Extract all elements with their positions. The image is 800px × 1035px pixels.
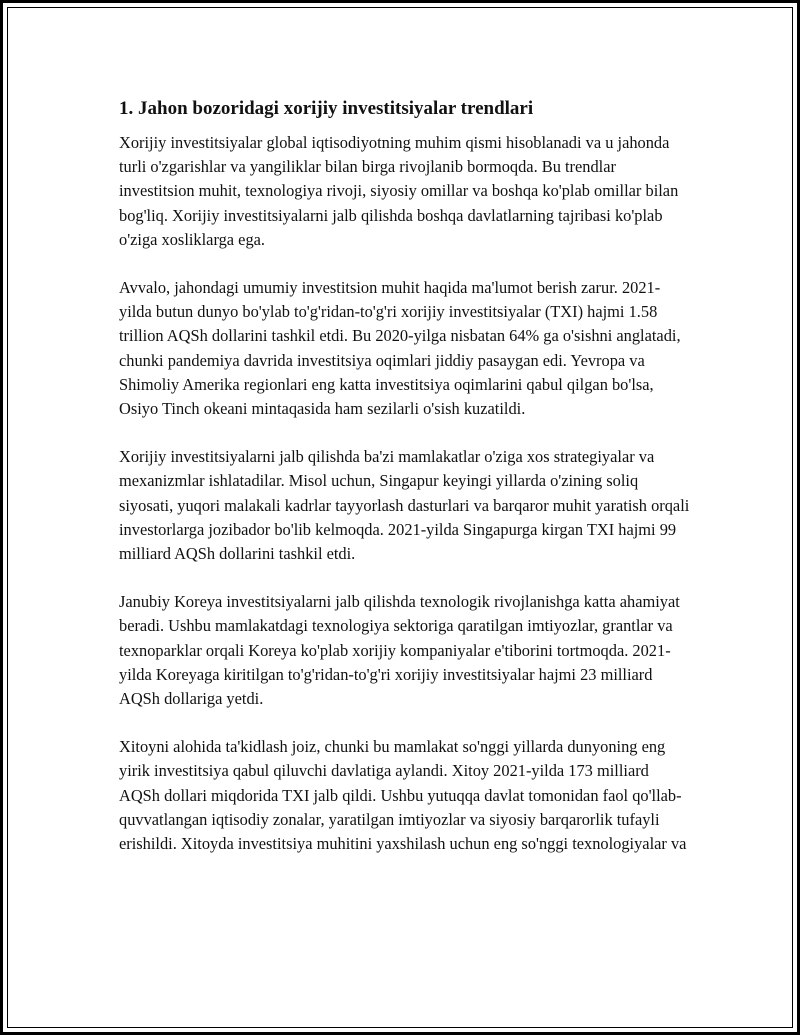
- paragraph-singapore: Xorijiy investitsiyalarni jalb qilishda ba'zi mamlakatlar o'ziga xos strategiyalar va mexanizmlar ishlatadilar. Misol uchun, Singapur keyingi yillarda o'zining soliq siyosati, yuqori malakali kadrlar tayyorlash dasturlari va barqaror muhit yaratish orqali investorlarga jozibador bo'lib kelmoqda. 2021-yilda Singapurga kirgan TXI hajmi 99 milliard AQSh dollarini tashkil etdi.: [119, 447, 690, 564]
- section-heading: 1. Jahon bozoridagi xorijiy investitsiyalar trendlari: [119, 98, 534, 119]
- paragraph-global-environment: Avvalo, jahondagi umumiy investitsion muhit haqida ma'lumot berish zarur. 2021-yilda butun dunyo bo'ylab to'g'ridan-to'g'ri xorijiy investitsiyalar (TXI) hajmi 1.58 trillion AQSh dollarini tashkil etdi. Bu 2020-yilga nisbatan 64% ga o'sishni anglatadi, chunki pandemiya davrida investitsiya oqimlari jiddiy pasaygan edi. Yevropa va Shimoliy Amerika regionlari eng katta investitsiya oqimlarini qabul qilgan bo'lsa, Osiyo Tinch okeani mintaqasida ham sezilarli o'sish kuzatildi.: [119, 278, 681, 419]
- paragraph-intro: Xorijiy investitsiyalar global iqtisodiyotning muhim qismi hisoblanadi va u jahonda turli o'zgarishlar va yangiliklar bilan birga rivojlanib bormoqda. Bu trendlar investitsion muhit, texnologiya rivoji, siyosiy omillar va boshqa ko'plab omillar bilan bog'liq. Xorijiy investitsiyalarni jalb qilishda boshqa davlatlarning tajribasi ko'plab o'ziga xosliklarga ega.: [119, 133, 679, 249]
- paragraph-china: Xitoyni alohida ta'kidlash joiz, chunki bu mamlakat so'nggi yillarda dunyoning eng yirik investitsiya qabul qiluvchi davlatiga aylandi. Xitoy 2021-yilda 173 milliard AQSh dollari miqdorida TXI jalb qildi. Ushbu yutuqqa davlat tomonidan faol qo'llab-quvvatlangan iqtisodiy zonalar, yaratilgan imtiyozlar va siyosiy barqarorlik tufayli erishildi. Xitoyda investitsiya muhitini yaxshilash uchun eng so'nggi texnologiyalar va: [119, 737, 687, 854]
- document-body: [119, 97, 691, 880]
- paragraph-south-korea: Janubiy Koreya investitsiyalarni jalb qilishda texnologik rivojlanishga katta ahamiyat beradi. Ushbu mamlakatdagi texnologiya sektoriga qaratilgan imtiyozlar, grantlar va texnoparklar orqali Koreya ko'plab xorijiy kompaniyalar e'tiborini tortmoqda. 2021-yilda Koreyaga kiritilgan to'g'ridan-to'g'ri xorijiy investitsiyalar hajmi 23 milliard AQSh dollariga yetdi.: [119, 592, 680, 709]
